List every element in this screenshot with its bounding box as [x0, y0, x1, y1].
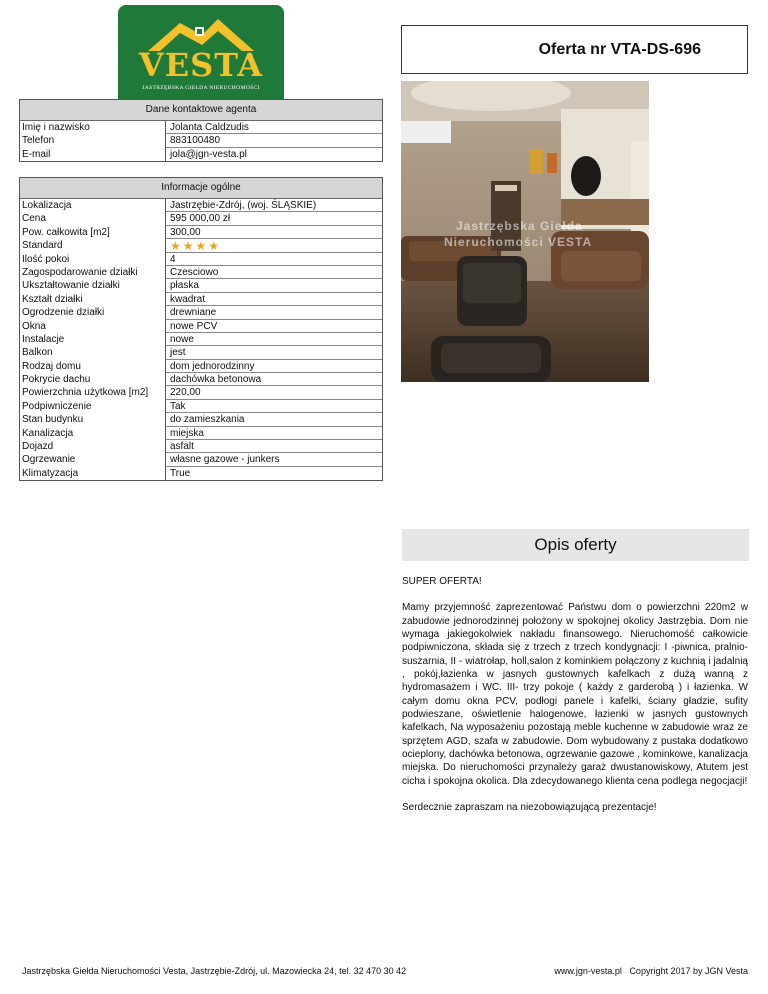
footer-address: Jastrzębska Giełda Nieruchomości Vesta, Jastrzębie-Zdrój, ul. Mazowiecka 24, tel. 32 470 30 42	[22, 966, 407, 976]
table-row	[20, 386, 382, 399]
table-row	[20, 253, 382, 266]
agent-contact-table	[19, 99, 383, 162]
table-row	[20, 279, 382, 292]
row-label: Standard	[20, 239, 166, 252]
row-label: Okna	[20, 320, 166, 333]
row-value: Tak	[166, 400, 382, 413]
row-label: Instalacje	[20, 333, 166, 346]
description-paragraph: Serdecznie zapraszam na niezobowiązującą prezentacje!	[402, 802, 657, 814]
row-value: nowe	[166, 333, 382, 346]
row-value: True	[170, 467, 191, 479]
offer-title-box	[401, 25, 748, 74]
row-value: 220,00	[166, 386, 382, 399]
table-row	[20, 333, 382, 346]
row-value: miejska	[166, 427, 382, 440]
offer-title: Oferta nr VTA-DS-696	[538, 40, 701, 58]
row-value: do zamieszkania	[166, 413, 382, 426]
table-row	[20, 266, 382, 279]
table-row	[20, 440, 382, 453]
row-value	[166, 239, 382, 252]
table-row	[20, 239, 382, 252]
agent-contact-header: Dane kontaktowe agenta	[20, 100, 382, 121]
row-label: Rodzaj domu	[20, 360, 166, 373]
row-label: Kanalizacja	[20, 427, 166, 440]
row-value: kwadrat	[166, 293, 382, 306]
row-label: Balkon	[20, 346, 166, 359]
row-label: Pokrycie dachu	[20, 373, 166, 386]
table-row	[20, 293, 382, 306]
table-row	[20, 148, 382, 161]
row-value: Jolanta Caldzudis	[166, 121, 382, 134]
table-row	[20, 413, 382, 426]
description-paragraph: Mamy przyjemność zaprezentować Państwu dom o powierzchni 220m2 w zabudowie jednorodzinnej położony w spokojnej okolicy Jastrzębia. Dom nie wymaga jakiegokolwiek nakładu finansowego. Nieruchomość całkowicie podpiwniczona, składa się z trzech z trzech kondygnacji: I -piwnica, pralnio- suszarnia, II - wiatrołap, holl,salon z kominkiem połączony z kuchnią i jadalnią , pokój,łazienka w jasnych gustownych kafelkach z dużą wanną z hydromasażem i WC. III- trzy pokoje ( każdy z garderobą ) i łazienka. W całym domu okna PCV, podłogi panele i kafelki, ściany gładzie, sufity podwieszane, oświetlenie halogenowe, łazienki w jasnych gustownych kafelkach, Na wyposażeniu pozostają meble kuchenne w zabudowie wraz ze sprzętem AGD, szafa w zabudowie. Dom wybudowany z pustaka dodatkowo ocieplony, dachówka betonowa, ogrzewanie gazowe , kominkowe, kanalizacja miejska. Do nieruchomości przynależy garaż dwustanowiskowy, Atutem jest cicha i spokojna okolica. Dla zdecydowanego klienta cena podlega negocjacji!	[402, 602, 748, 787]
table-row	[20, 199, 382, 212]
footer-copyright: www.jgn-vesta.pl Copyright 2017 by JGN Vesta	[554, 966, 748, 976]
description-paragraph: SUPER OFERTA!	[402, 576, 482, 587]
row-value: Jastrzębie-Zdrój, (woj. ŚLĄSKIE)	[166, 199, 382, 212]
vesta-logo	[118, 5, 284, 111]
row-value: drewniane	[166, 306, 382, 319]
table-row	[20, 360, 382, 373]
table-row	[20, 346, 382, 359]
star-icon: ★	[208, 238, 220, 253]
description-header: Opis oferty	[402, 529, 749, 561]
star-icon: ★	[195, 238, 207, 253]
row-value: nowe PCV	[166, 320, 382, 333]
row-value: 595 000,00 zł	[166, 212, 382, 225]
logo-subtitle: JASTRZĘBSKA GIEŁDA NIERUCHOMOŚCI	[142, 85, 260, 91]
row-value: jest	[166, 346, 382, 359]
table-row	[20, 134, 382, 147]
row-label: Pow. całkowita [m2]	[20, 226, 166, 239]
row-value: 300,00	[166, 226, 382, 239]
table-row	[20, 226, 382, 239]
row-label: Ukształtowanie działki	[20, 279, 166, 292]
star-icon: ★	[182, 238, 194, 253]
table-row	[20, 320, 382, 333]
property-photo	[401, 81, 649, 382]
table-row	[20, 400, 382, 413]
row-value: płaska	[166, 279, 382, 292]
row-value: dom jednorodzinny	[166, 360, 382, 373]
general-info-table	[19, 177, 383, 481]
row-value: dachówka betonowa	[166, 373, 382, 386]
table-row	[20, 467, 382, 480]
logo-wordmark: VESTA	[138, 46, 264, 84]
row-value: Czesciowo	[166, 266, 382, 279]
row-value: asfalt	[166, 440, 382, 453]
table-row	[20, 212, 382, 225]
row-label: Klimatyzacja	[20, 467, 166, 480]
row-value: własne gazowe - junkers	[166, 453, 382, 466]
row-label: Kształt działki	[20, 293, 166, 306]
photo-watermark-line1: Jastrzębska Giełda	[456, 219, 583, 233]
row-label: Cena	[20, 212, 166, 225]
table-row	[20, 121, 382, 134]
description-body	[402, 575, 748, 828]
row-value: 4	[166, 253, 382, 266]
row-label: Imię i nazwisko	[20, 121, 166, 134]
table-row	[20, 453, 382, 466]
row-label: Podpiwniczenie	[20, 400, 166, 413]
table-row	[20, 427, 382, 440]
row-label: Powierzchnia użytkowa [m2]	[20, 386, 166, 399]
photo-watermark-line2: Nieruchomości VESTA	[444, 235, 593, 249]
general-info-header: Informacje ogólne	[20, 178, 382, 199]
row-label: Dojazd	[20, 440, 166, 453]
row-label: Stan budynku	[20, 413, 166, 426]
row-label: Ogrzewanie	[20, 453, 166, 466]
row-label: E-mail	[20, 148, 166, 161]
row-value: jola@jgn-vesta.pl	[170, 148, 247, 160]
row-label: Ogrodzenie działki	[20, 306, 166, 319]
standard-rating	[170, 239, 382, 252]
row-label: Ilość pokoi	[20, 253, 166, 266]
star-icon: ★	[170, 238, 181, 253]
row-label: Lokalizacja	[20, 199, 166, 212]
row-label: Telefon	[20, 134, 166, 147]
table-row	[20, 373, 382, 386]
row-label: Zagospodarowanie działki	[20, 266, 166, 279]
table-row	[20, 306, 382, 319]
row-value: 883100480	[166, 134, 382, 147]
